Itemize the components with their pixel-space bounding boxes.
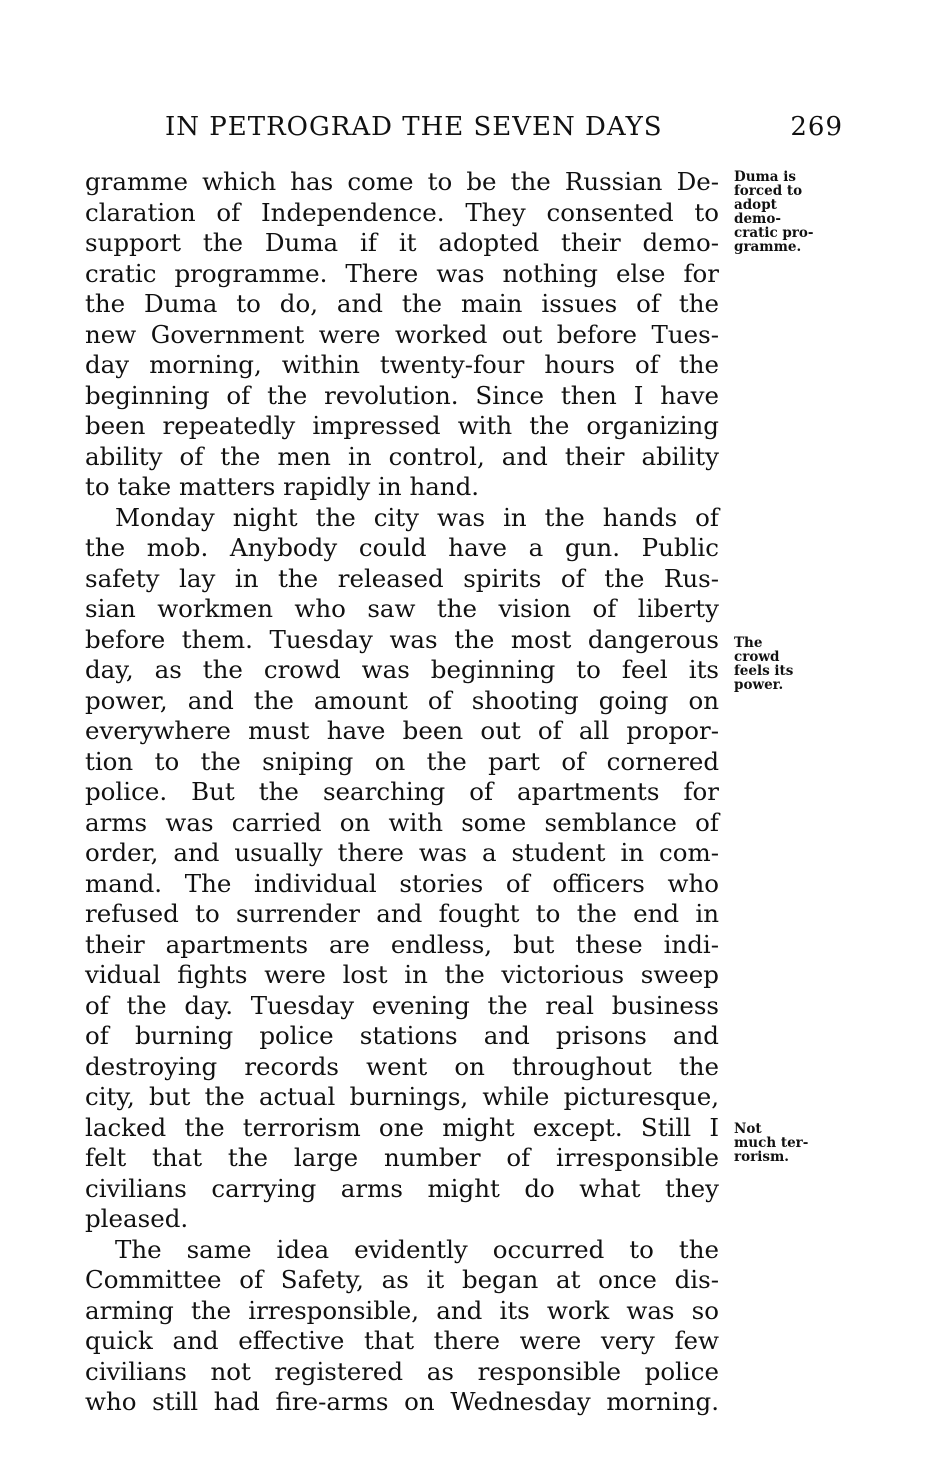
text-line: ability of the men in control, and their ability <box>85 441 719 471</box>
text-line: everywhere must have been out of all propor- <box>85 716 719 745</box>
text-line: cratic programme. There was nothing else for <box>85 258 719 288</box>
text-line: felt that the large number of irresponsible <box>85 1143 719 1172</box>
page-number: 269 <box>790 112 843 142</box>
margin-note-line: cratic pro- <box>734 225 814 241</box>
text-line: lacked the terrorism one might except. Still I <box>85 1112 719 1142</box>
text-line: sian workmen who saw the vision of liberty <box>85 594 719 623</box>
paragraph-2 <box>85 503 719 1235</box>
text-line: of the day. Tuesday evening the real business <box>85 990 719 1020</box>
text-line: power, and the amount of shooting going on <box>85 685 719 715</box>
text-line: order, and usually there was a student in com- <box>85 838 719 867</box>
margin-note-crowd <box>734 636 793 692</box>
text-line: who still had fire-arms on Wednesday morning. <box>85 1387 719 1416</box>
margin-note-line: The <box>734 635 763 651</box>
text-line: quick and effective that there were very few <box>85 1326 719 1355</box>
text-line: arms was carried on with some semblance of <box>85 807 719 837</box>
text-line: mand. The individual stories of officers who <box>85 868 719 898</box>
text-line: arming the irresponsible, and its work was so <box>85 1295 719 1325</box>
margin-note-line: much ter- <box>734 1135 809 1151</box>
text-line: the Duma to do, and the main issues of the <box>85 289 719 318</box>
margin-note-line: gramme. <box>734 239 802 255</box>
text-line: city, but the actual burnings, while picturesque, <box>85 1082 719 1111</box>
text-line: civilians not registered as responsible police <box>85 1356 719 1386</box>
text-line: their apartments are endless, but these indi- <box>85 929 719 959</box>
paragraph-3 <box>85 1235 719 1418</box>
margin-note-terrorism <box>734 1122 808 1164</box>
margin-note-line: feels its <box>734 663 794 679</box>
margin-note-line: rorism. <box>734 1149 789 1165</box>
paragraph-1 <box>85 167 719 503</box>
text-line: day, as the crowd was beginning to feel its <box>85 655 719 684</box>
text-line: the mob. Anybody could have a gun. Public <box>85 533 719 562</box>
margin-note-line: Duma is <box>734 169 796 185</box>
text-line: safety lay in the released spirits of the Rus- <box>85 563 719 593</box>
text-line: Committee of Safety, as it began at once dis- <box>85 1265 719 1294</box>
margin-note-line: demo- <box>734 211 781 227</box>
text-line: tion to the sniping on the part of cornered <box>85 746 719 776</box>
text-line: beginning of the revolution. Since then I have <box>85 380 719 410</box>
text-line: civilians carrying arms might do what they <box>85 1173 719 1203</box>
text-line: claration of Independence. They consented to <box>85 197 719 227</box>
text-line: refused to surrender and fought to the end in <box>85 899 719 928</box>
running-head <box>165 112 843 148</box>
body-text <box>85 167 719 1418</box>
running-title: IN PETROGRAD THE SEVEN DAYS <box>165 112 663 142</box>
text-line: before them. Tuesday was the most dangerous <box>85 624 719 654</box>
text-line: day morning, within twenty-four hours of the <box>85 350 719 379</box>
margin-note-line: adopt <box>734 197 777 213</box>
margin-note-duma <box>734 170 814 254</box>
text-line: pleased. <box>85 1204 189 1233</box>
text-line: gramme which has come to be the Russian De- <box>85 167 719 196</box>
text-line: of burning police stations and prisons and <box>85 1021 719 1050</box>
text-line: destroying records went on throughout the <box>85 1051 719 1081</box>
margin-note-line: forced to <box>734 183 803 199</box>
text-line: new Government were worked out before Tues- <box>85 319 719 349</box>
text-line: to take matters rapidly in hand. <box>85 472 480 501</box>
margin-note-line: Not <box>734 1121 762 1137</box>
text-line: The same idea evidently occurred to the <box>115 1234 719 1264</box>
margin-note-line: crowd <box>734 649 780 665</box>
text-line: vidual fights were lost in the victorious sweep <box>85 960 719 989</box>
text-line: police. But the searching of apartments for <box>85 777 719 806</box>
text-line: support the Duma if it adopted their demo- <box>85 228 719 257</box>
margin-note-line: power. <box>734 677 784 693</box>
text-line: Monday night the city was in the hands of <box>115 502 719 532</box>
text-line: been repeatedly impressed with the organizing <box>85 411 719 440</box>
